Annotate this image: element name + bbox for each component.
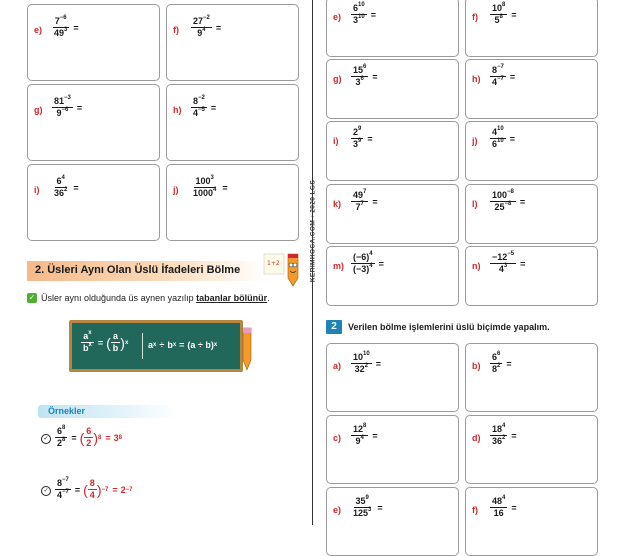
fraction-expression: $\frac{35^9}{125^3}$ = bbox=[353, 495, 383, 518]
exercise-box[interactable] bbox=[465, 343, 598, 412]
exercise-label: c) bbox=[333, 433, 342, 443]
exercise-label: j) bbox=[472, 136, 478, 146]
exercise-label: h) bbox=[472, 74, 481, 84]
exercise-box[interactable] bbox=[166, 84, 299, 161]
fraction-expression: $\frac{48^4}{16}$ = bbox=[492, 495, 517, 518]
exercise-box[interactable] bbox=[326, 0, 459, 57]
exercise-label: i) bbox=[333, 136, 339, 146]
exercise-box[interactable] bbox=[465, 184, 598, 244]
fraction-expression: $\frac{6^{10}}{3^{10}}$ = bbox=[353, 2, 376, 25]
exercise-label: e) bbox=[333, 505, 342, 515]
fraction-expression: $\frac{8^{-2}}{4^{-5}}$ = bbox=[193, 95, 217, 118]
exercise-box[interactable] bbox=[166, 4, 299, 81]
examples-banner: Örnekler bbox=[38, 405, 178, 418]
fraction-expression: $\frac{27^{-2}}{9^4}$ = bbox=[193, 15, 222, 38]
exercise-box[interactable] bbox=[166, 164, 299, 241]
example-1: $\frac{6^8}{2^8}$ = ( $\frac{6}{2}$ ) 8 = 3 8 bbox=[57, 425, 122, 448]
exercise-label: k) bbox=[333, 199, 342, 209]
exercise-box[interactable] bbox=[27, 4, 160, 81]
exercise-label: f) bbox=[472, 12, 478, 22]
exercise-label: a) bbox=[333, 361, 342, 371]
pencil-icon bbox=[240, 326, 254, 372]
exercise-label: j) bbox=[173, 185, 179, 195]
example-2: $\frac{8^{-7}}{4^{-7}}$ = ( $\frac{8}{4}$ ) −7 = 2 −7 bbox=[57, 477, 133, 500]
example-bullet-icon: ✓ bbox=[41, 434, 51, 444]
exercise-box[interactable] bbox=[326, 246, 459, 306]
exercise-label: g) bbox=[333, 74, 342, 84]
exercise-label: h) bbox=[173, 105, 182, 115]
exercise-label: n) bbox=[472, 261, 481, 271]
fraction-expression: $\frac{18^4}{36^2}$ = bbox=[492, 423, 517, 446]
fraction-expression: $\frac{6^6}{8^2}$ = bbox=[492, 351, 512, 374]
exercise-box[interactable] bbox=[27, 84, 160, 161]
exercise-label: e) bbox=[333, 12, 342, 22]
exercise-label: l) bbox=[472, 199, 478, 209]
exercise-box[interactable] bbox=[465, 246, 598, 306]
fraction-expression: $\frac{(-6)^4}{(-3)^4}$ = bbox=[353, 251, 384, 274]
exercise-label: f) bbox=[472, 505, 478, 515]
exercise-box[interactable] bbox=[465, 121, 598, 181]
exercise-label: e) bbox=[34, 25, 43, 35]
vertical-watermark: KERIMHOCA.COM • 2020 LGS bbox=[309, 179, 316, 283]
fraction-expression: $\frac{81^{-3}}{9^{-6}}$ = bbox=[54, 95, 83, 118]
rule-text: Üsler aynı olduğunda üs aynen yazılıp tabanlar bölünür. bbox=[41, 293, 270, 303]
exercise-box[interactable] bbox=[326, 343, 459, 412]
fraction-expression: $\frac{8^{-7}}{4^{-7}}$ = bbox=[492, 64, 516, 87]
fraction-expression: $\frac{49^7}{7^7}$ = bbox=[353, 189, 378, 212]
exercise-box[interactable] bbox=[326, 487, 459, 556]
fraction-expression: $\frac{12^8}{9^4}$ = bbox=[353, 423, 378, 446]
fraction-expression: $\frac{100^{-8}}{25^{-8}}$ = bbox=[492, 189, 526, 212]
fraction-expression: $\frac{4^{10}}{6^{10}}$ = bbox=[492, 126, 515, 149]
exercise-label: g) bbox=[34, 105, 43, 115]
section-title-banner bbox=[27, 261, 265, 281]
exercise-label: b) bbox=[472, 361, 481, 371]
exercise-label: f) bbox=[173, 25, 179, 35]
fraction-expression: $\frac{2^9}{3^9}$ = bbox=[353, 126, 373, 149]
exercise-box[interactable] bbox=[326, 415, 459, 484]
exercise-box[interactable] bbox=[27, 164, 160, 241]
formula-chalkboard: $\frac{a^x}{b^x}$ = ( $\frac{a}{b}$ ) x a x ÷ b x = ( a ÷ b ) x bbox=[69, 320, 243, 372]
exercise-box[interactable] bbox=[326, 184, 459, 244]
exercise-label: i) bbox=[34, 185, 40, 195]
fraction-expression: $\frac{10^8}{5^8}$ = bbox=[492, 2, 517, 25]
fraction-expression: $\frac{10^{10}}{32^2}$ = bbox=[353, 351, 381, 374]
fraction-expression: $\frac{100^3}{1000^4}$ = bbox=[193, 175, 228, 198]
svg-text:1+2: 1+2 bbox=[267, 260, 280, 267]
exercise-number-badge: 2 bbox=[326, 320, 342, 334]
check-icon: ✓ bbox=[28, 293, 36, 302]
exercise-box[interactable] bbox=[465, 59, 598, 119]
exercise-box[interactable] bbox=[465, 0, 598, 57]
fraction-expression: $\frac{-12^{-5}}{4^3}$ = bbox=[492, 251, 526, 274]
exercise-box[interactable] bbox=[326, 121, 459, 181]
exercise-instruction: Verilen bölme işlemlerini üslü biçimde yapalım. bbox=[348, 322, 550, 332]
pencil-mascot-icon bbox=[262, 250, 307, 288]
section-title: 2. Üsleri Aynı Olan Üslü İfadeleri Bölme bbox=[35, 264, 241, 276]
fraction-expression: $\frac{15^6}{3^6}$ = bbox=[353, 64, 378, 87]
exercise-box[interactable] bbox=[465, 415, 598, 484]
exercise-label: d) bbox=[472, 433, 481, 443]
exercise-box[interactable] bbox=[465, 487, 598, 556]
exercise-label: m) bbox=[333, 261, 344, 271]
example-bullet-icon: ✓ bbox=[41, 486, 51, 496]
formula-separator bbox=[142, 333, 143, 359]
exercise-box[interactable] bbox=[326, 59, 459, 119]
fraction-expression: $\frac{7^{-6}}{49^3}$ = bbox=[54, 15, 79, 38]
fraction-expression: $\frac{6^4}{36^2}$ = bbox=[54, 175, 79, 198]
